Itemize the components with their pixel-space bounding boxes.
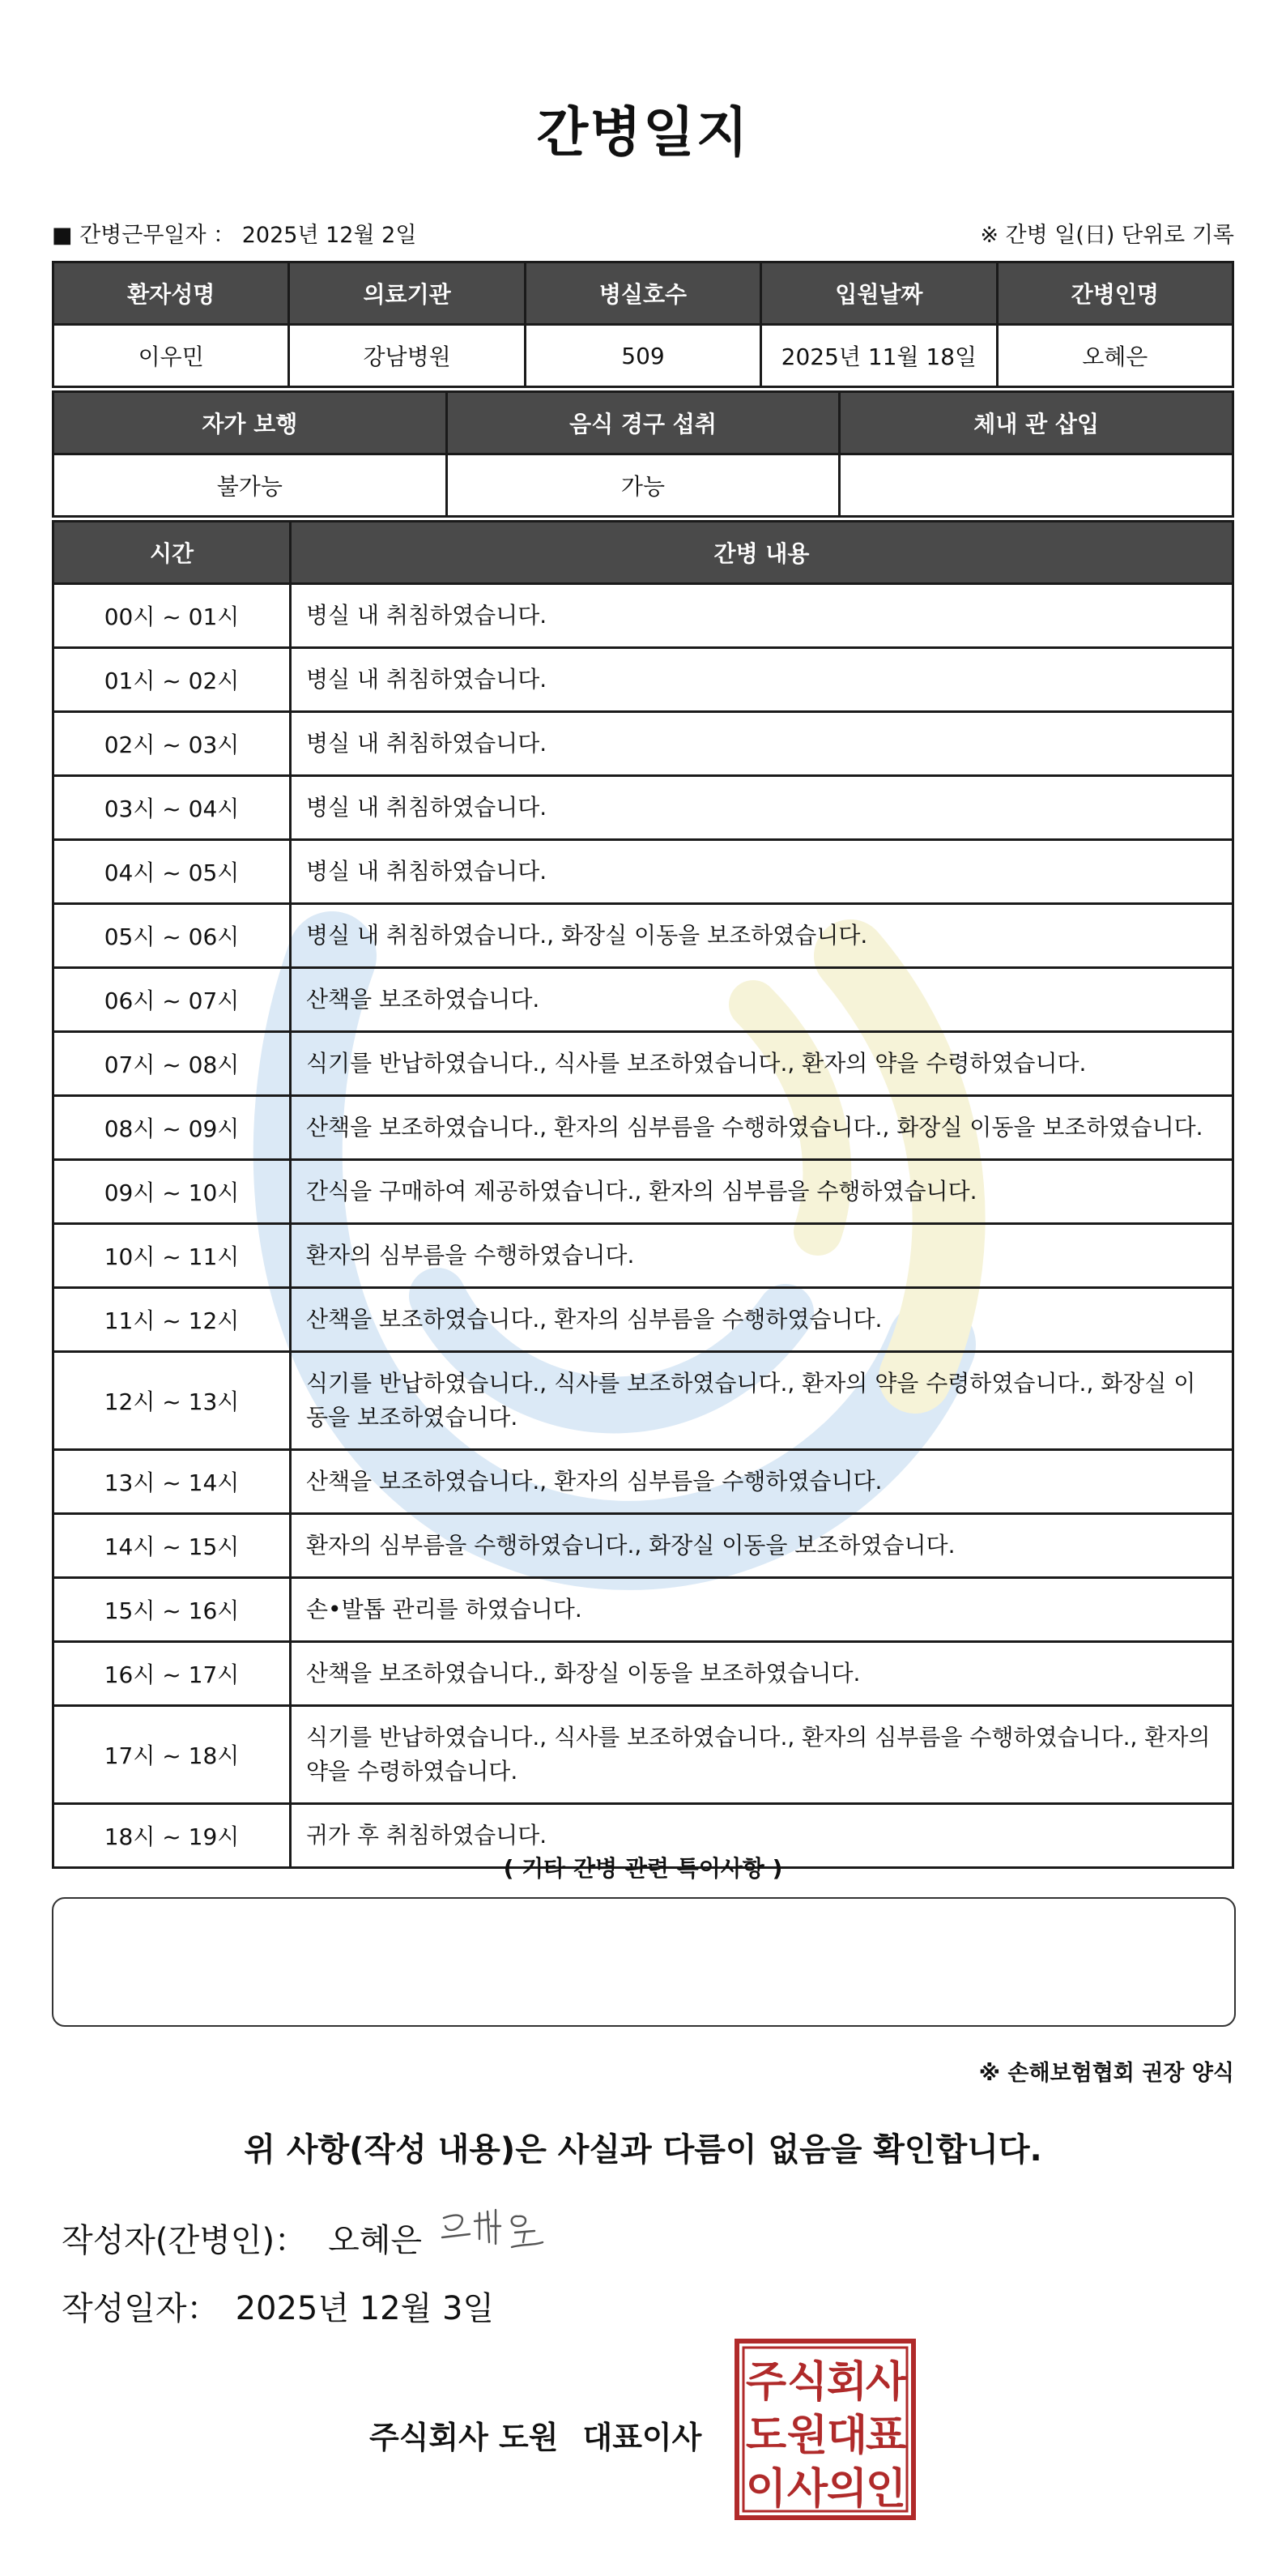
care-content-cell: 환자의 심부름을 수행하였습니다., 화장실 이동을 보조하였습니다. <box>291 1514 1233 1578</box>
hospital-name: 강남병원 <box>289 325 525 387</box>
admission-date: 2025년 11월 18일 <box>761 325 997 387</box>
table-row <box>53 776 1233 840</box>
patient-info-table <box>52 261 1234 388</box>
care-content-cell: 병실 내 취침하였습니다. <box>291 776 1233 840</box>
company-name: 주식회사 도원 <box>369 2420 559 2455</box>
header-caregiver-name: 간병인명 <box>997 262 1233 325</box>
time-cell: 12시 ~ 13시 <box>53 1352 291 1450</box>
write-date-line <box>62 2283 494 2329</box>
recommend-note: ※ 손해보험협회 권장 양식 <box>978 2061 1234 2086</box>
table-row <box>53 712 1233 776</box>
svg-text:대: 대 <box>826 2412 868 2460</box>
header-room-number: 병실호수 <box>525 262 760 325</box>
care-content-cell: 손•발톱 관리를 하였습니다. <box>291 1578 1233 1642</box>
care-content-cell: 병실 내 취침하였습니다. <box>291 584 1233 648</box>
header-oral-intake: 음식 경구 섭취 <box>446 392 840 454</box>
header-admission-date: 입원날짜 <box>761 262 997 325</box>
care-content-cell: 병실 내 취침하였습니다., 화장실 이동을 보조하였습니다. <box>291 904 1233 968</box>
table-row <box>53 1032 1233 1096</box>
header-patient-name: 환자성명 <box>53 262 289 325</box>
table-row <box>53 1514 1233 1578</box>
time-cell: 06시 ~ 07시 <box>53 968 291 1032</box>
company-line <box>369 2412 701 2457</box>
care-log-header-row <box>53 522 1233 584</box>
time-cell: 05시 ~ 06시 <box>53 904 291 968</box>
notes-title: ( 기타 간병 관련 특이사항 ) <box>503 1855 783 1882</box>
care-content-cell: 귀가 후 취침하였습니다. <box>291 1804 1233 1868</box>
time-cell: 00시 ~ 01시 <box>53 584 291 648</box>
svg-text:식: 식 <box>786 2358 828 2407</box>
time-cell: 13시 ~ 14시 <box>53 1450 291 1514</box>
room-number: 509 <box>525 325 760 387</box>
svg-text:인: 인 <box>865 2465 907 2514</box>
table-row <box>53 1288 1233 1352</box>
table-row <box>53 1642 1233 1706</box>
care-content-cell: 산책을 보조하였습니다., 화장실 이동을 보조하였습니다. <box>291 1642 1233 1706</box>
table-row <box>53 840 1233 904</box>
svg-text:도: 도 <box>745 2412 787 2460</box>
table-row <box>53 648 1233 712</box>
time-cell: 11시 ~ 12시 <box>53 1288 291 1352</box>
write-date: 2025년 12월 3일 <box>235 2290 495 2327</box>
care-content-cell: 산책을 보조하였습니다., 환자의 심부름을 수행하였습니다. <box>291 1450 1233 1514</box>
confirmation-statement: 위 사항(작성 내용)은 사실과 다름이 없음을 확인합니다. <box>244 2131 1042 2169</box>
table-row <box>53 1578 1233 1642</box>
write-date-label: 작성일자： <box>62 2290 219 2327</box>
svg-text:주: 주 <box>745 2358 787 2407</box>
care-content-cell: 산책을 보조하였습니다., 환자의 심부름을 수행하였습니다., 화장실 이동을 보조하였습니다. <box>291 1096 1233 1160</box>
care-content-cell: 환자의 심부름을 수행하였습니다. <box>291 1224 1233 1288</box>
care-content-cell: 간식을 구매하여 제공하였습니다., 환자의 심부름을 수행하였습니다. <box>291 1160 1233 1224</box>
svg-text:회: 회 <box>826 2358 868 2407</box>
care-content-cell: 산책을 보조하였습니다. <box>291 968 1233 1032</box>
table-row <box>53 1096 1233 1160</box>
table-row <box>53 1352 1233 1450</box>
record-unit-note: ※ 간병 일(日) 단위로 기록 <box>980 223 1234 248</box>
table-row <box>53 904 1233 968</box>
svg-text:사: 사 <box>786 2465 828 2514</box>
time-cell: 03시 ~ 04시 <box>53 776 291 840</box>
care-log-table <box>52 520 1234 1869</box>
time-cell: 02시 ~ 03시 <box>53 712 291 776</box>
care-content-cell: 병실 내 취침하였습니다. <box>291 840 1233 904</box>
time-cell: 16시 ~ 17시 <box>53 1642 291 1706</box>
time-cell: 15시 ~ 16시 <box>53 1578 291 1642</box>
writer-name: 오혜은 <box>328 2222 422 2259</box>
signature-icon <box>437 2202 567 2258</box>
company-seal-icon <box>734 2338 917 2521</box>
time-cell: 17시 ~ 18시 <box>53 1706 291 1804</box>
care-content-cell: 식기를 반납하였습니다., 식사를 보조하였습니다., 환자의 약을 수령하였습니다. <box>291 1032 1233 1096</box>
time-cell: 09시 ~ 10시 <box>53 1160 291 1224</box>
care-content-cell: 식기를 반납하였습니다., 식사를 보조하였습니다., 환자의 약을 수령하였습니다., 화장실 이동을 보조하였습니다. <box>291 1352 1233 1450</box>
time-cell: 08시 ~ 09시 <box>53 1096 291 1160</box>
care-content-cell: 병실 내 취침하였습니다. <box>291 648 1233 712</box>
patient-status-value-row <box>53 454 1233 517</box>
time-cell: 10시 ~ 11시 <box>53 1224 291 1288</box>
time-cell: 14시 ~ 15시 <box>53 1514 291 1578</box>
svg-text:의: 의 <box>826 2465 868 2514</box>
care-content-cell: 병실 내 취침하였습니다. <box>291 712 1233 776</box>
svg-text:이: 이 <box>745 2465 787 2514</box>
svg-text:원: 원 <box>786 2412 828 2460</box>
time-cell: 04시 ~ 05시 <box>53 840 291 904</box>
oral-intake-value: 가능 <box>446 454 840 517</box>
patient-info-header-row <box>53 262 1233 325</box>
tube-insertion-value <box>840 454 1233 517</box>
writer-line <box>62 2215 422 2261</box>
time-cell: 01시 ~ 02시 <box>53 648 291 712</box>
work-date: ■ 간병근무일자 ： 2025년 12월 2일 <box>52 223 417 248</box>
patient-info-value-row <box>53 325 1233 387</box>
patient-name: 이우민 <box>53 325 289 387</box>
page-title: 간병일지 <box>536 101 750 164</box>
self-walking-value: 불가능 <box>53 454 447 517</box>
header-care-content: 간병 내용 <box>291 522 1233 584</box>
table-row <box>53 584 1233 648</box>
caregiver-name: 오혜은 <box>997 325 1233 387</box>
svg-text:표: 표 <box>865 2412 907 2460</box>
patient-status-table <box>52 390 1234 518</box>
table-row <box>53 1450 1233 1514</box>
header-hospital: 의료기관 <box>289 262 525 325</box>
care-content-cell: 식기를 반납하였습니다., 식사를 보조하였습니다., 환자의 심부름을 수행하였습니다., 환자의 약을 수령하였습니다. <box>291 1706 1233 1804</box>
header-self-walking: 자가 보행 <box>53 392 447 454</box>
svg-text:사: 사 <box>865 2358 907 2407</box>
time-cell: 07시 ~ 08시 <box>53 1032 291 1096</box>
patient-status-header-row <box>53 392 1233 454</box>
header-tube-insertion: 체내 관 삽입 <box>840 392 1233 454</box>
table-row <box>53 968 1233 1032</box>
care-content-cell: 산책을 보조하였습니다., 환자의 심부름을 수행하였습니다. <box>291 1288 1233 1352</box>
time-cell: 18시 ~ 19시 <box>53 1804 291 1868</box>
header-time: 시간 <box>53 522 291 584</box>
table-row <box>53 1224 1233 1288</box>
notes-box <box>52 1897 1236 2027</box>
writer-label: 작성자(간병인)： <box>62 2222 308 2259</box>
representative-title: 대표이사 <box>582 2420 702 2455</box>
table-row <box>53 1160 1233 1224</box>
table-row <box>53 1706 1233 1804</box>
